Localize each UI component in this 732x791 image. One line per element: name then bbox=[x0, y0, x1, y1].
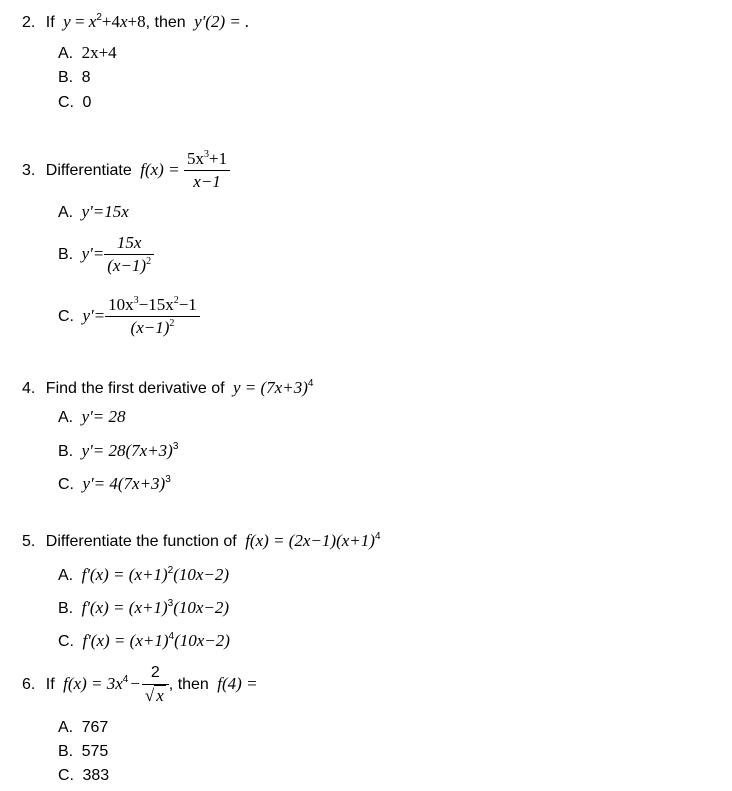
question-4 bbox=[22, 378, 313, 399]
q2-option-a-label: A. bbox=[58, 45, 74, 62]
q6-option-a-text: 767 bbox=[81, 719, 109, 736]
q6-option-b-text: 575 bbox=[81, 743, 109, 760]
q3-option-b bbox=[58, 232, 154, 277]
q2-number: 2. bbox=[22, 14, 36, 31]
q6-option-a-label: A. bbox=[58, 719, 74, 736]
q6-option-b-label: B. bbox=[58, 743, 74, 760]
q3-fraction bbox=[184, 148, 230, 193]
q3-option-c-num-c: −1 bbox=[178, 295, 197, 315]
q4-option-b-exp: 3 bbox=[172, 441, 179, 452]
q4-option-c-exp: 3 bbox=[165, 474, 171, 485]
q3-option-b-lhs: y'= bbox=[81, 244, 105, 263]
q2-option-a bbox=[58, 43, 117, 64]
q6-minus: − bbox=[130, 674, 140, 693]
q3-option-b-den-exp: 2 bbox=[146, 256, 152, 268]
q6-expr: f(x) = 3x bbox=[63, 674, 123, 693]
q3-option-c-label: C. bbox=[58, 308, 74, 325]
q5-option-a-exp: 2 bbox=[167, 565, 174, 576]
q4-prefix: Find the first derivative of bbox=[45, 380, 225, 397]
question-5 bbox=[22, 531, 381, 552]
q4-expr: y = (7x+3) bbox=[233, 378, 308, 397]
question-3 bbox=[22, 148, 230, 193]
q5-option-c bbox=[58, 631, 230, 652]
q3-option-c-num-a: 10x bbox=[108, 295, 134, 315]
q6-number: 6. bbox=[22, 676, 36, 693]
q5-option-c-label: C. bbox=[58, 633, 74, 650]
q5-option-a bbox=[58, 565, 229, 586]
q5-prefix: Differentiate the function of bbox=[45, 533, 237, 550]
q2-eval: y'(2) = . bbox=[194, 12, 250, 31]
q5-option-b-b: (10x−2) bbox=[173, 598, 230, 617]
q4-option-b-label: B. bbox=[58, 443, 74, 460]
q3-option-b-fraction bbox=[104, 232, 154, 277]
q5-expr: f(x) = (2x−1)(x+1) bbox=[245, 531, 375, 550]
q5-option-a-label: A. bbox=[58, 567, 74, 584]
q3-option-c-lhs: y'= bbox=[82, 306, 106, 325]
q5-option-b bbox=[58, 598, 229, 619]
q6-option-b bbox=[58, 742, 108, 762]
q2-lhs: y bbox=[63, 12, 71, 31]
question-2: 2. If $y = x^2+4x+8$, then y'(2) = . bbox=[22, 12, 250, 31]
q2-option-b bbox=[58, 68, 90, 88]
q4-expr-exp: 4 bbox=[307, 378, 314, 389]
q5-option-a-a: f'(x) = (x+1) bbox=[81, 565, 168, 584]
q3-option-b-den: (x−1) bbox=[107, 256, 147, 276]
q3-num-tail: +1 bbox=[209, 149, 228, 169]
q2-rhs-c: +8 bbox=[127, 12, 146, 31]
q2-rhs-a: x bbox=[88, 12, 97, 31]
q6-prefix: If bbox=[45, 676, 55, 693]
q2-option-b-label: B. bbox=[58, 69, 74, 86]
q4-option-c bbox=[58, 474, 171, 495]
q2-option-c-text: 0 bbox=[82, 94, 92, 111]
q3-number: 3. bbox=[22, 162, 36, 179]
q3-num: 5x bbox=[187, 149, 204, 169]
q6-fraction bbox=[142, 662, 169, 707]
q5-number: 5. bbox=[22, 533, 36, 550]
q4-option-c-text: y'= 4(7x+3) bbox=[82, 474, 166, 493]
q4-option-a-label: A. bbox=[58, 409, 74, 426]
q3-den: x−1 bbox=[193, 172, 221, 192]
q5-option-b-a: f'(x) = (x+1) bbox=[81, 598, 168, 617]
q2-option-c bbox=[58, 93, 91, 113]
q5-option-c-a: f'(x) = (x+1) bbox=[82, 631, 169, 650]
q2-option-a-text: 2x+4 bbox=[81, 43, 117, 62]
q3-num-exp: 3 bbox=[204, 149, 209, 161]
q2-mid: , then bbox=[145, 14, 186, 31]
q5-option-b-exp: 3 bbox=[167, 598, 174, 609]
q5-option-b-label: B. bbox=[58, 600, 74, 617]
q5-expr-exp: 4 bbox=[374, 531, 381, 542]
q4-option-a bbox=[58, 407, 125, 428]
q6-option-c-label: C. bbox=[58, 767, 74, 784]
q6-option-c-text: 383 bbox=[82, 767, 110, 784]
q3-option-b-num: 15x bbox=[104, 232, 154, 255]
q3-option-c-fraction bbox=[105, 294, 200, 339]
q6-num: 2 bbox=[142, 662, 169, 685]
q2-rhs-a-exp: 2 bbox=[96, 12, 102, 23]
q3-prefix: Differentiate bbox=[45, 162, 132, 179]
q5-option-a-b: (10x−2) bbox=[173, 565, 230, 584]
q3-option-a-text: y'=15x bbox=[81, 202, 129, 221]
q6-option-a bbox=[58, 718, 108, 738]
q4-number: 4. bbox=[22, 380, 36, 397]
q5-option-c-b: (10x−2) bbox=[174, 631, 230, 650]
q3-option-b-label: B. bbox=[58, 246, 74, 263]
q4-option-a-text: y'= 28 bbox=[81, 407, 126, 426]
q6-option-c bbox=[58, 766, 109, 786]
q3-option-c-num-b: −15x bbox=[138, 295, 174, 315]
q3-fx: f(x) = bbox=[140, 160, 180, 179]
question-6 bbox=[22, 662, 258, 707]
q4-option-b bbox=[58, 441, 178, 462]
q3-option-c-den: (x−1) bbox=[130, 318, 170, 338]
q6-eval: f(4) = bbox=[217, 674, 258, 693]
q4-option-b-text: y'= 28(7x+3) bbox=[81, 441, 173, 460]
q3-option-c-num-a-exp: 3 bbox=[133, 295, 139, 307]
q3-option-a-label: A. bbox=[58, 204, 74, 221]
q3-option-c bbox=[58, 294, 200, 339]
q2-rhs-b-var: x bbox=[119, 12, 128, 31]
q4-option-c-label: C. bbox=[58, 476, 74, 493]
q2-rhs-b: +4 bbox=[101, 12, 120, 31]
q2-option-b-text: 8 bbox=[81, 69, 91, 86]
q3-option-c-den-exp: 2 bbox=[169, 318, 175, 330]
q2-option-c-label: C. bbox=[58, 94, 74, 111]
q2-prefix: If bbox=[45, 14, 55, 31]
q6-den: x bbox=[156, 686, 164, 706]
q6-expr-exp: 4 bbox=[122, 674, 129, 685]
sqrt-icon: √ x bbox=[144, 686, 164, 706]
q3-option-a bbox=[58, 202, 129, 223]
q5-option-c-exp: 4 bbox=[168, 631, 175, 642]
q6-mid: , then bbox=[168, 676, 209, 693]
q3-option-c-num-b-exp: 2 bbox=[173, 295, 179, 307]
